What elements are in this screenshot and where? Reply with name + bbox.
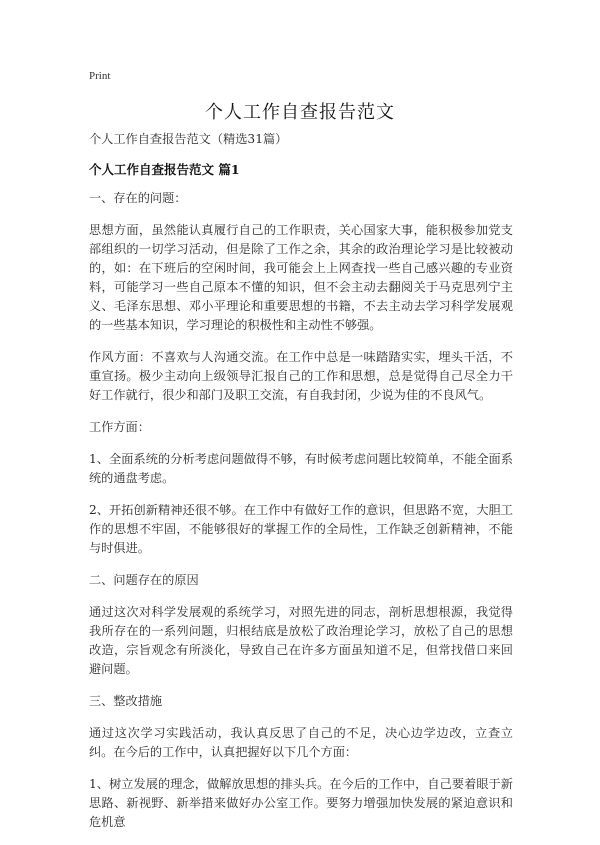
paragraph-style: 作风方面：不喜欢与人沟通交流。在工作中总是一味踏踏实实，埋头干活，不重宣扬。极少主动向上级领导汇报自己的工作和思想，总是觉得自己尽全力干好工作就行，很少和部门及职工交流，有自我封闭，少说为佳的不良风气。 — [89, 350, 513, 402]
document-body — [89, 130, 513, 845]
paragraph-causes-heading: 二、问题存在的原因 — [89, 573, 199, 587]
paragraph-thought: 思想方面，虽然能认真履行自己的工作职责，关心国家大事，能积极参加党支部组织的一切学习活动，但是除了工作之余，其余的政治理论学习是比较被动的，如：在下班后的空闲时间，我可能会上上网查找一些自己感兴趣的专业资料，可能学习一些自己原本不懂的知识，但不会主动去翻阅关于马克思列宁主义、毛泽东思想、邓小平理论和重要思想的书籍，不去主动去学习科学发展观的一些基本知识，学习理论的积极性和主动性不够强。 — [89, 223, 513, 332]
page-title: 个人工作自查报告范文 — [205, 102, 395, 123]
paragraph-measures-intro: 通过这次学习实践活动，我认真反思了自己的不足，决心边学边改，立查立纠。在今后的工作中，认真把握好以下几个方面： — [89, 726, 513, 759]
paragraph-work-heading: 工作方面： — [89, 420, 150, 434]
paragraph-causes: 通过这次对科学发展观的系统学习，对照先进的同志，剖析思想根源，我觉得我所存在的一系列问题，归根结底是放松了政治理论学习，放松了自己的思想改造，宗旨观念有所淡化，导致自己在许多方面虽知道不足，但常找借口来回避问题。 — [89, 605, 513, 676]
paragraph-work-1: 1、全面系统的分析考虑问题做得不够，有时候考虑问题比较简单，不能全面系统的通盘考虑。 — [89, 452, 513, 485]
document-subtitle: 个人工作自查报告范文（精选31篇） — [89, 132, 288, 146]
paragraph-issues-heading: 一、存在的问题： — [89, 191, 187, 205]
section-heading: 个人工作自查报告范文 篇1 — [89, 162, 240, 177]
paragraph-work-2: 2、开拓创新精神还很不够。在工作中有做好工作的意识，但思路不宽，大胆工作的思想不牢固，不能够很好的掌握工作的全局性，工作缺乏创新精神，不能与时俱进。 — [89, 503, 513, 555]
paragraph-measures-heading: 三、整改措施 — [89, 694, 163, 708]
print-label: Print — [89, 70, 111, 82]
paragraph-measures-1: 1、树立发展的理念，做解放思想的排头兵。在今后的工作中，自己要着眼于新思路、新视野、新举措来做好办公室工作。要努力增强加快发展的紧迫意识和危机意 — [89, 777, 513, 829]
